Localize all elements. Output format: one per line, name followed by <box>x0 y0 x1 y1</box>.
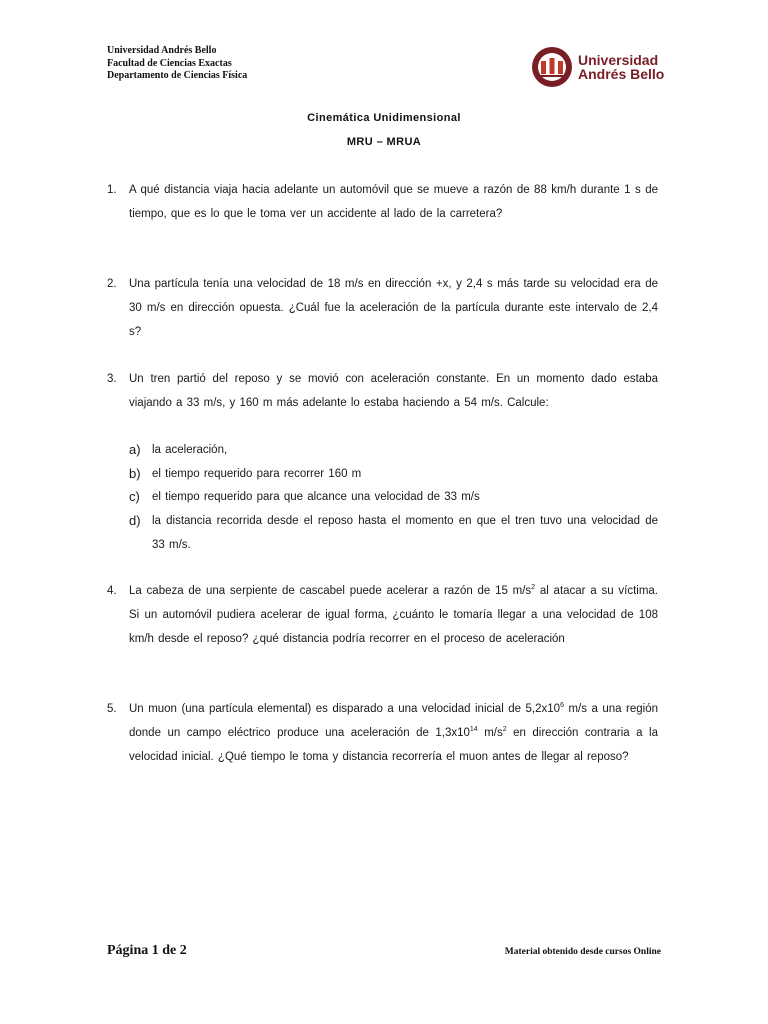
item-text: el tiempo requerido para recorrer 160 m <box>152 468 362 480</box>
footer-source: Material obtenido desde cursos Online <box>504 947 661 957</box>
university-crest-icon <box>530 45 574 89</box>
question-3-item-b <box>129 462 658 486</box>
item-text: la aceleración, <box>152 444 228 456</box>
department-name: Departamento de Ciencias Física <box>107 70 248 81</box>
question-1 <box>107 178 658 226</box>
institution-header <box>107 45 247 83</box>
question-text: La cabeza de una serpiente de cascabel puede acelerar a razón de 15 $m/s^2$ al atacar a su víctima. Si un automóvil pudiera acelerar de igual forma, ¿cuánto le tomaría llegar a una velocidad de 108 km/h desde el reposo? ¿qué distancia podría recorrer en el proceso de aceleración <box>129 584 658 645</box>
item-letter: d) <box>129 513 141 528</box>
item-text: la distancia recorrida desde el reposo hasta el momento en que el tren tuvo una velocidad de 33 m/s. <box>152 515 658 551</box>
question-number: 3. <box>107 373 117 385</box>
document-subtitle: MRU – MRUA <box>346 136 422 148</box>
superscript: 14 <box>469 726 478 733</box>
university-name: Universidad Andrés Bello <box>107 45 217 56</box>
document-title: Cinemática Unidimensional <box>307 112 461 124</box>
question-4 <box>107 579 658 651</box>
item-letter: b) <box>129 466 141 481</box>
question-text: Un tren partió del reposo y se movió con aceleración constante. En un momento dado estaba viajando a 33 m/s, y 160 m más adelante lo estaba haciendo a 54 m/s. Calcule: <box>129 373 658 409</box>
page-number: Página 1 de 2 <box>107 943 187 958</box>
question-text: A qué distancia viaja hacia adelante un automóvil que se mueve a razón de 88 km/h durante 1 s de tiempo, que es lo que le toma ver un accidente al lado de la carretera? <box>129 184 658 220</box>
superscript: 6 <box>560 702 564 709</box>
question-number: 2. <box>107 278 117 290</box>
logo-wordmark <box>578 53 664 81</box>
question-3-item-a <box>129 438 658 462</box>
item-text: el tiempo requerido para que alcance una velocidad de 33 m/s <box>152 491 480 503</box>
university-logo <box>530 44 670 90</box>
question-3-item-d <box>129 509 658 557</box>
item-letter: a) <box>129 442 141 457</box>
superscript: 2 <box>531 584 536 591</box>
superscript: 2 <box>502 726 507 733</box>
question-number: 1. <box>107 184 117 196</box>
question-number: 5. <box>107 703 117 715</box>
faculty-name: Facultad de Ciencias Exactas <box>107 57 232 69</box>
question-number: 4. <box>107 585 117 597</box>
question-3 <box>107 367 658 415</box>
question-3-item-c <box>129 485 658 509</box>
question-text: Una partícula tenía una velocidad de 18 m/s en dirección +x, y 2,4 s más tarde su velocidad era de 30 m/s en dirección opuesta. ¿Cuál fue la aceleración de la partícula durante este intervalo de 2,4 s? <box>129 278 658 338</box>
question-5 <box>107 697 658 769</box>
logo-line-1: Universidad <box>578 52 659 68</box>
logo-line-2: Andrés Bello <box>578 66 665 82</box>
question-text: Un muon (una partícula elemental) es disparado a una velocidad inicial de $5,2x10^6$ m/s a una región donde un campo eléctrico produce una aceleración de $1,3x10^{14}$ $m/s^2$ en dirección contraria a la velocidad inicial. ¿Qué tiempo le toma y distancia recorrería el muon antes de llegar al reposo? <box>129 702 658 763</box>
question-2 <box>107 272 658 344</box>
item-letter: c) <box>129 489 140 504</box>
